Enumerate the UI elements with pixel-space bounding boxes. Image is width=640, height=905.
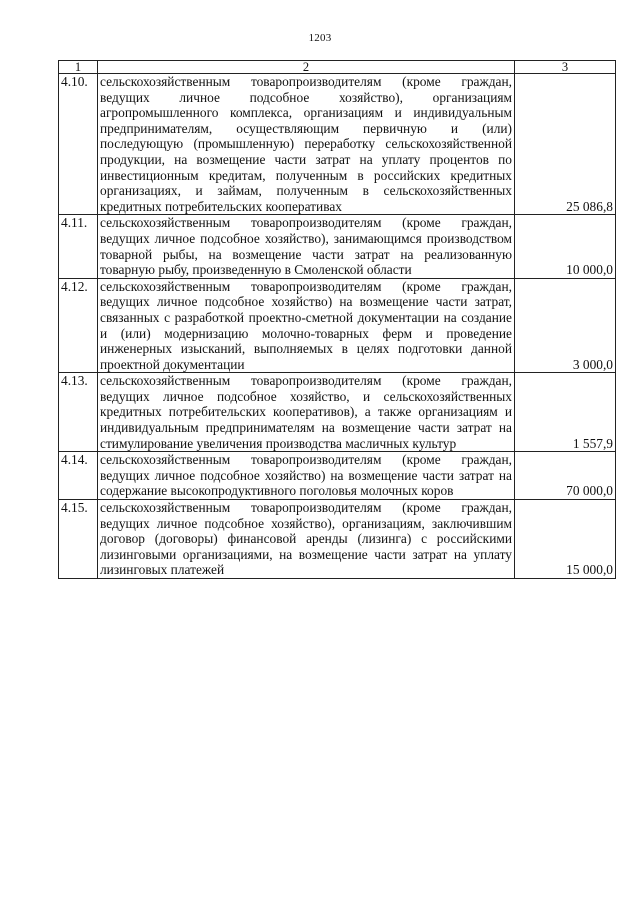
row-number: 4.12. — [59, 278, 98, 373]
table-row — [59, 373, 616, 452]
row-amount: 70 000,0 — [515, 452, 616, 500]
header-col-3: 3 — [515, 61, 616, 74]
row-amount: 15 000,0 — [515, 500, 616, 579]
row-amount: 10 000,0 — [515, 215, 616, 278]
header-col-1: 1 — [59, 61, 98, 74]
table-row — [59, 74, 616, 215]
row-description: сельскохозяйственным товаропроизводителям (кроме граждан, ведущих личное подсобное хозяйство), занимающимся производством товарной рыбы, на возмещение части затрат на реализованную товарную рыбу, произведенную в Смоленской области — [98, 215, 515, 278]
header-col-2: 2 — [98, 61, 515, 74]
row-description: сельскохозяйственным товаропроизводителям (кроме граждан, ведущих личное подсобное хозяйство) на возмещение части затрат на содержание высокопродуктивного поголовья молочных коров — [98, 452, 515, 500]
subsidy-table — [58, 60, 616, 579]
table-row — [59, 452, 616, 500]
row-description: сельскохозяйственным товаропроизводителям (кроме граждан, ведущих личное подсобное хозяйство), организациям агропромышленного комплекса, организациям и индивидуальным предпринимателям, осуществляющим первичную и (или) последующую (промышленную) переработку сельскохозяйственной продукции, на возмещение части затрат на уплату процентов по инвестиционным кредитам, полученным в российских кредитных организациях, и займам, полученным в сельскохозяйственных кредитных потребительских кооперативах — [98, 74, 515, 215]
row-amount: 1 557,9 — [515, 373, 616, 452]
table-row — [59, 500, 616, 579]
row-description: сельскохозяйственным товаропроизводителям (кроме граждан, ведущих личное подсобное хозяйство, и сельскохозяйственных кредитных потребительских кооперативов), а также организациям и индивидуальным предпринимателям на возмещение части затрат на стимулирование увеличения производства масличных культур — [98, 373, 515, 452]
row-description: сельскохозяйственным товаропроизводителям (кроме граждан, ведущих личное подсобное хозяйство), организациям, заключившим договор (договоры) финансовой аренды (лизинга) с российскими лизинговыми организациями, на возмещение части затрат на уплату лизинговых платежей — [98, 500, 515, 579]
row-number: 4.13. — [59, 373, 98, 452]
table-header-row — [59, 61, 616, 74]
row-amount: 25 086,8 — [515, 74, 616, 215]
row-number: 4.14. — [59, 452, 98, 500]
table-row — [59, 215, 616, 278]
table-row — [59, 278, 616, 373]
row-number: 4.15. — [59, 500, 98, 579]
row-number: 4.11. — [59, 215, 98, 278]
row-number: 4.10. — [59, 74, 98, 215]
page-number: 1203 — [308, 32, 332, 44]
row-description: сельскохозяйственным товаропроизводителям (кроме граждан, ведущих личное подсобное хозяйство) на возмещение части затрат, связанных с разработкой проектно-сметной документации на создание и (или) модернизацию молочно-товарных ферм и проведение инженерных изысканий, выполняемых в целях подготовки данной проектной документации — [98, 278, 515, 373]
row-amount: 3 000,0 — [515, 278, 616, 373]
